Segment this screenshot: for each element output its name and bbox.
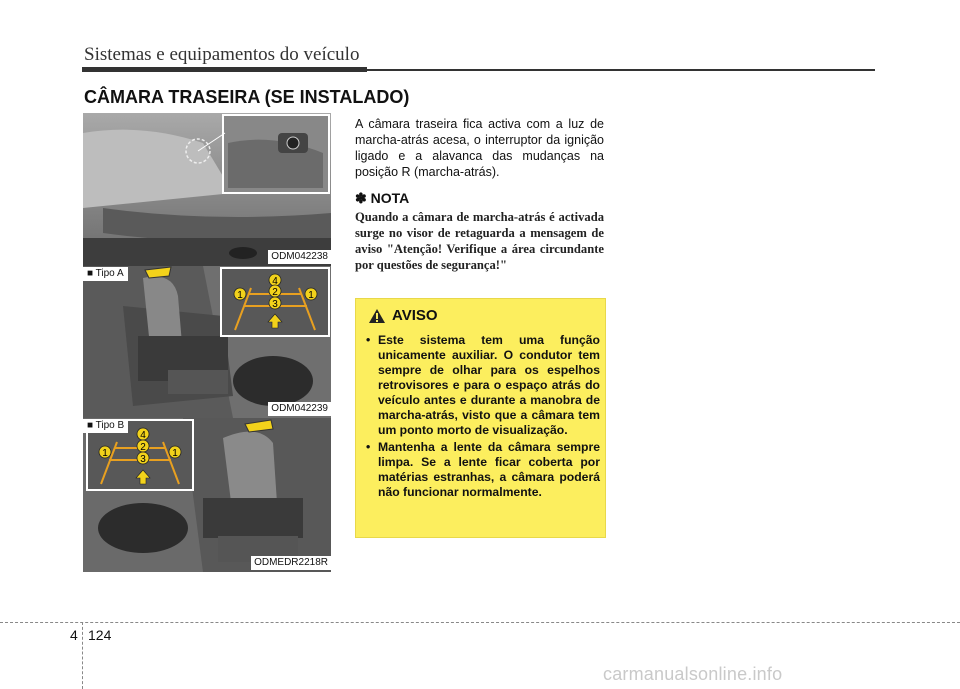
- bullet-icon: •: [366, 440, 371, 454]
- aviso-title: AVISO: [392, 307, 438, 324]
- figure-code-tipo-b: ODMEDR2218R: [251, 556, 331, 570]
- header-rule-thick: [82, 67, 367, 72]
- guide-number-2: 2: [272, 287, 278, 298]
- bullet-icon: •: [366, 333, 371, 347]
- aviso-list: [364, 333, 600, 502]
- guide-number-1-left-b: 1: [102, 448, 108, 459]
- nota-title: NOTA: [370, 190, 410, 206]
- guide-number-4: 4: [272, 276, 278, 287]
- footer-divider: [82, 622, 83, 689]
- tipo-b-illustration: [83, 418, 331, 572]
- guide-number-2-b: 2: [140, 442, 146, 453]
- nota-heading: [355, 190, 409, 207]
- figure-code-tipo-a: ODM042239: [268, 402, 331, 416]
- rear-vehicle-illustration: [83, 113, 331, 266]
- intro-paragraph: A câmara traseira fica activa com a luz de marcha-atrás acesa, o interruptor da ignição ligado e a alavanca das mudanças na posição R (marcha-atrás).: [355, 117, 604, 179]
- chapter-number: 4: [70, 627, 78, 643]
- tipo-a-illustration: [83, 266, 331, 418]
- running-header: Sistemas e equipamentos do veículo: [84, 44, 360, 65]
- watermark: carmanualsonline.info: [603, 664, 783, 684]
- warning-triangle-icon: [368, 308, 386, 324]
- rear-camera-photo: [83, 113, 331, 266]
- aviso-warning-box: [355, 298, 606, 538]
- tipo-a-label: ■ Tipo A: [83, 267, 128, 281]
- tipo-b-photo: [83, 418, 331, 572]
- guide-number-3-b: 3: [140, 454, 146, 465]
- figure-code-rear: ODM042238: [268, 250, 331, 264]
- aviso-item: • Este sistema tem uma função unicamente auxiliar. O condutor tem sempre de olhar para os espelhos retrovisores e para o espaço atrás do veículo antes e durante a manobra de marcha-atrás, visto que a câmara tem um ponto morto de visualização.: [366, 333, 600, 437]
- guide-number-4-b: 4: [140, 430, 146, 441]
- aviso-item: • Mantenha a lente da câmara sempre limpa. Se a lente ficar coberta por matérias estranhas, a câmara poderá não funcionar normalmente.: [366, 440, 600, 499]
- header-rule-thin: [367, 69, 875, 71]
- nota-paragraph: Quando a câmara de marcha-atrás é activada surge no visor de retaguarda a mensagem de aviso "Atenção! Verifique a área circundante por questões de segurança!": [355, 210, 604, 272]
- aviso-header: [368, 307, 438, 324]
- section-title: CÂMARA TRASEIRA (SE INSTALADO): [84, 87, 410, 107]
- tipo-a-photo: [83, 266, 331, 418]
- guide-number-1-right: 1: [308, 290, 314, 301]
- tipo-b-label: ■ Tipo B: [83, 419, 128, 433]
- nota-symbol-icon: ✽: [355, 190, 367, 206]
- guide-number-3: 3: [272, 299, 278, 310]
- page-number: 124: [88, 627, 112, 643]
- guide-number-1-left: 1: [237, 290, 243, 301]
- guide-number-1-right-b: 1: [172, 448, 178, 459]
- footer-rule: [0, 622, 960, 623]
